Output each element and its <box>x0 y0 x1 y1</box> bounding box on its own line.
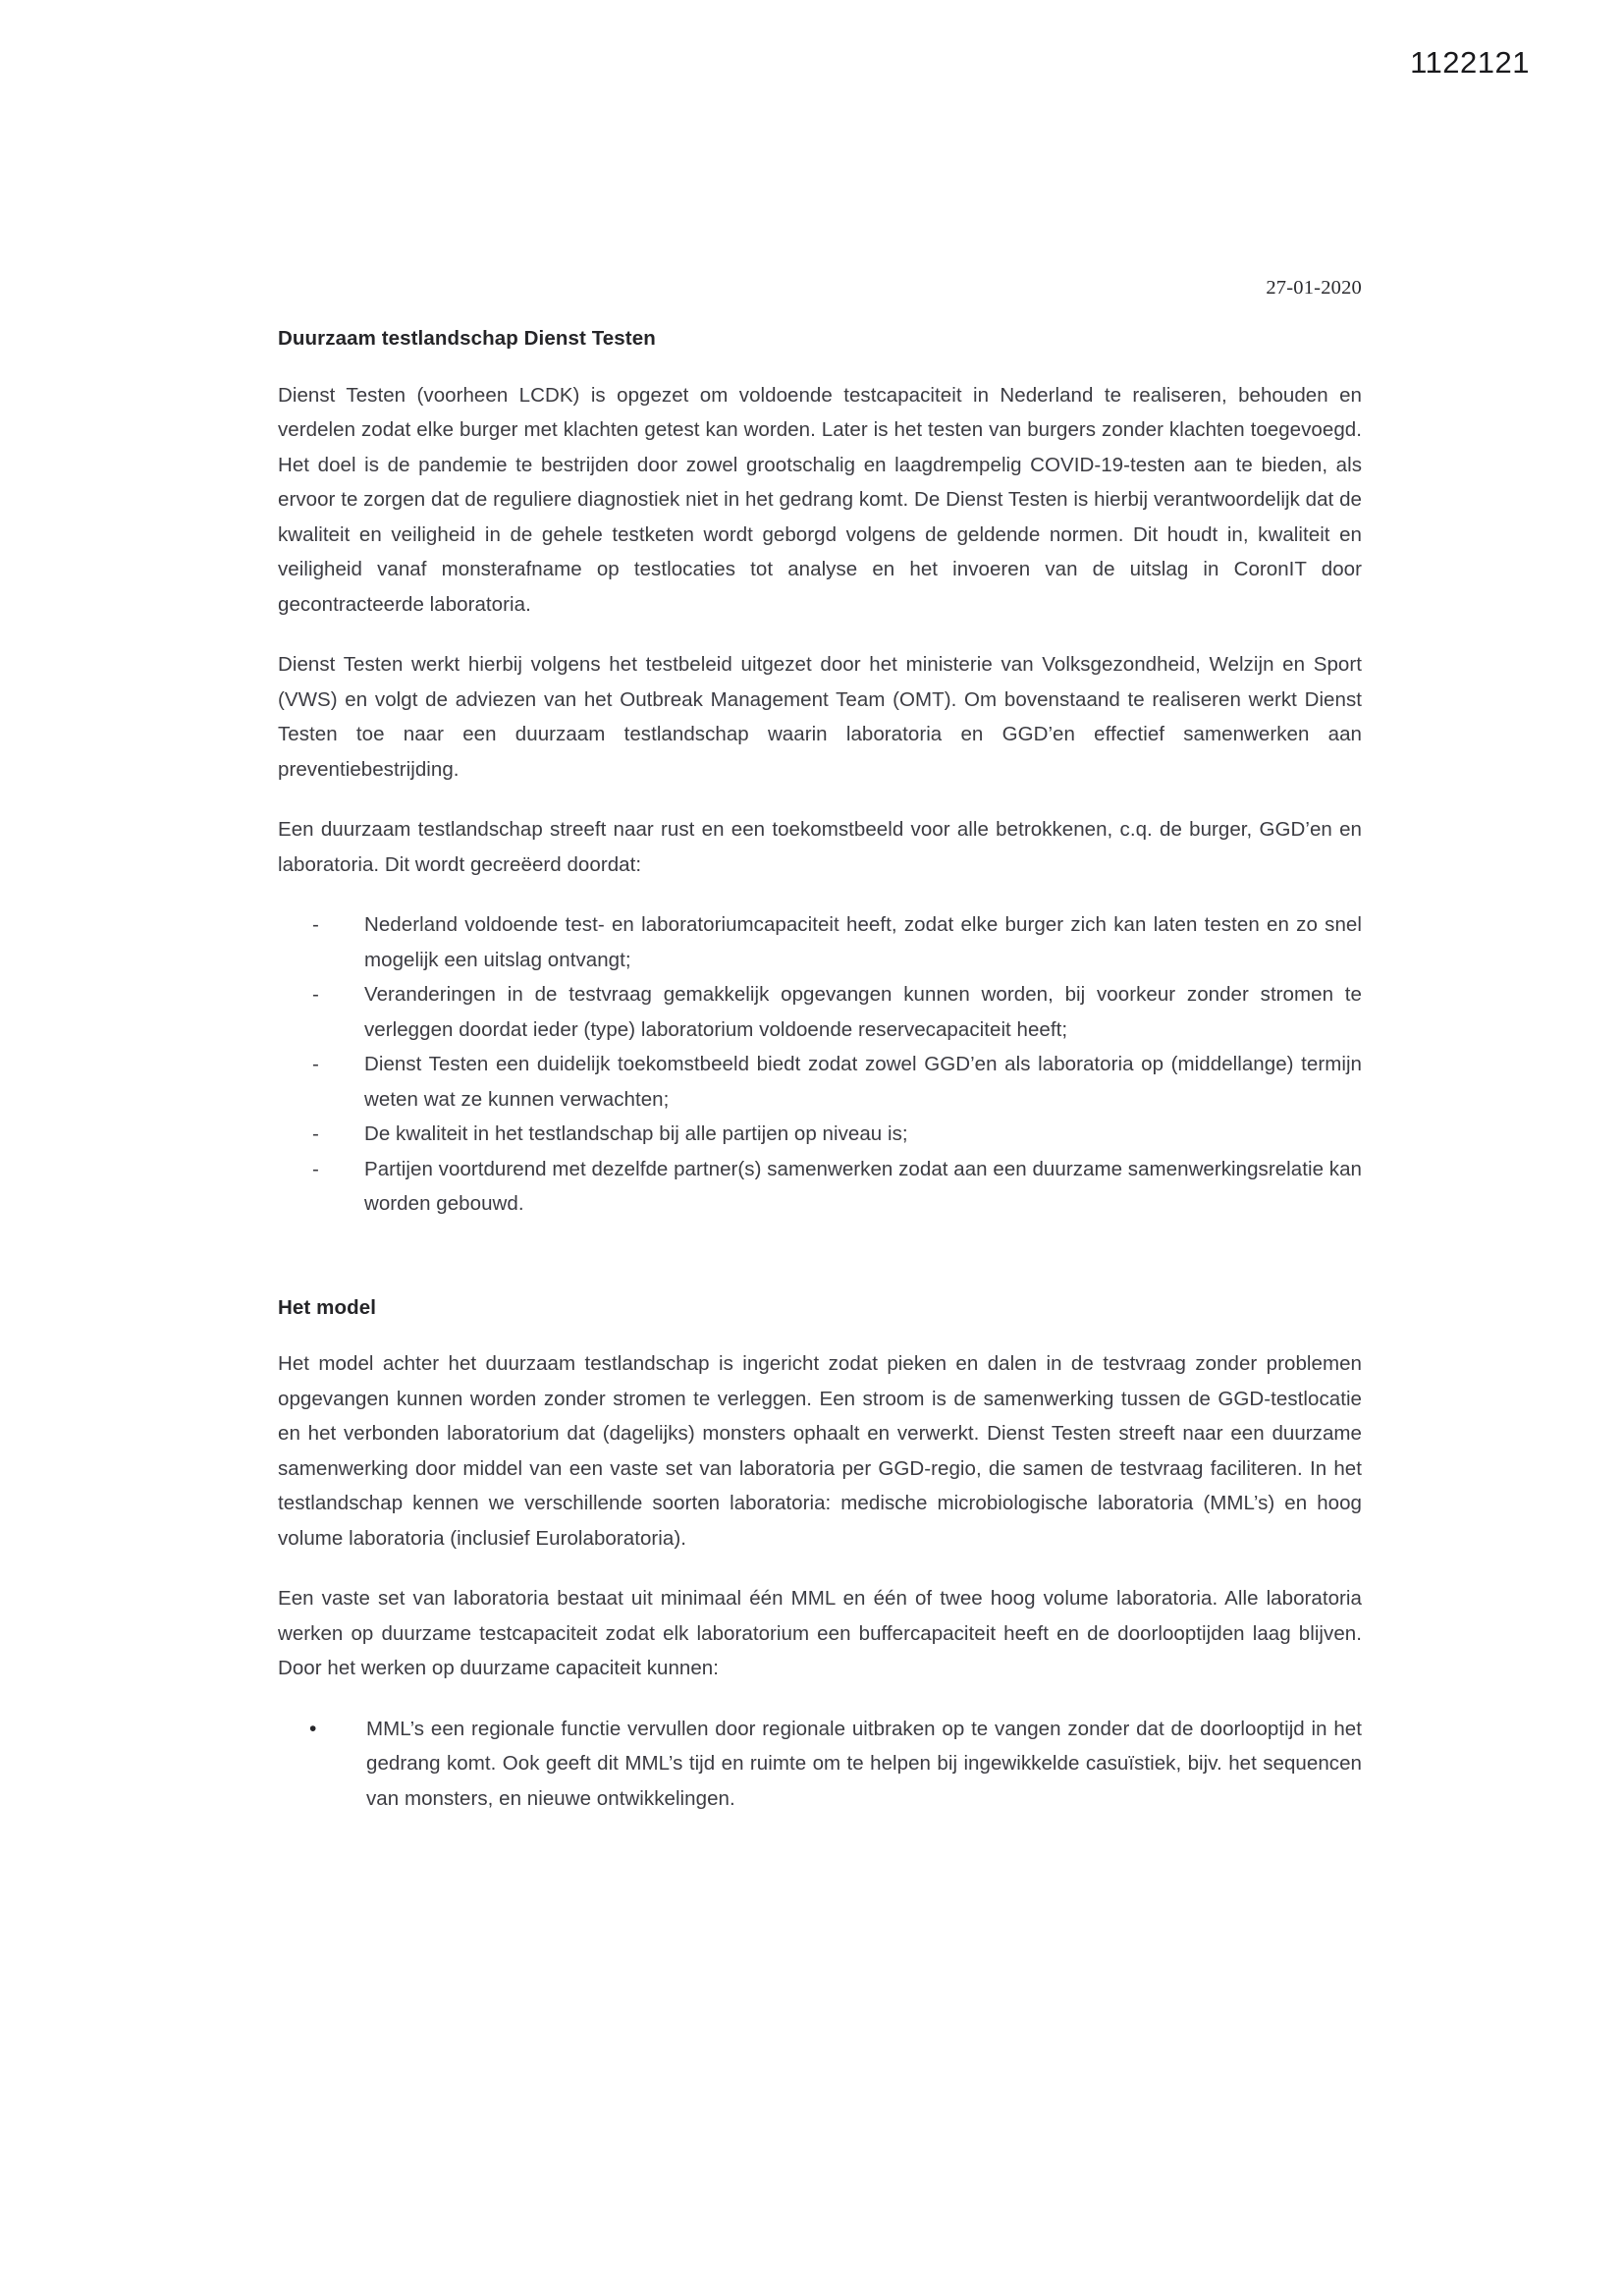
list-item: - Veranderingen in de testvraag gemakkelijk opgevangen kunnen worden, bij voorkeur zonder stromen te verleggen doordat ieder (type) laboratorium voldoende reservecapaciteit heeft; <box>278 977 1362 1047</box>
paragraph: Dienst Testen (voorheen LCDK) is opgezet om voldoende testcapaciteit in Nederland te realiseren, behouden en verdelen zodat elke burger met klachten getest kan worden. Later is het testen van burgers zonder klachten toegevoegd. Het doel is de pandemie te bestrijden door zowel grootschalig en laagdrempelig COVID-19-testen aan te bieden, als ervoor te zorgen dat de reguliere diagnostiek niet in het gedrang komt. De Dienst Testen is hierbij verantwoordelijk dat de kwaliteit en veiligheid in de gehele testketen wordt geborgd volgens de geldende normen. Dit houdt in, kwaliteit en veiligheid vanaf monsterafname op testlocaties tot analyse en het invoeren van de uitslag in CoronIT door gecontracteerde laboratoria. <box>278 383 1362 616</box>
paragraph: Het model achter het duurzaam testlandschap is ingericht zodat pieken en dalen in de testvraag zonder problemen opgevangen kunnen worden zonder stromen te verleggen. Een stroom is de samenwerking tussen de GGD-testlocatie en het verbonden laboratorium dat (dagelijks) monsters ophaalt en verwerkt. Dienst Testen streeft naar een duurzame samenwerking door middel van een vaste set van laboratoria per GGD-regio, die samen de testvraag faciliteren. In het testlandschap kennen we verschillende soorten laboratoria: medische microbiologische laboratoria (MML’s) en hoog volume laboratoria (inclusief Eurolaboratoria). <box>278 1352 1362 1550</box>
section-heading-het-model: Het model <box>278 1295 376 1319</box>
document-number-stamp: 1122121 <box>1410 45 1530 80</box>
document-content <box>278 277 1362 1816</box>
section-heading-duurzaam-testlandschap: Duurzaam testlandschap Dienst Testen <box>278 327 656 350</box>
paragraph: Dienst Testen werkt hierbij volgens het testbeleid uitgezet door het ministerie van Volksgezondheid, Welzijn en Sport (VWS) en volgt de adviezen van het Outbreak Management Team (OMT). Om bovenstaand te realiseren werkt Dienst Testen toe naar een duurzaam testlandschap waarin laboratoria en GGD’en effectief samenwerken aan preventiebestrijding. <box>278 653 1362 781</box>
list-item: - De kwaliteit in het testlandschap bij alle partijen op niveau is; <box>278 1117 1362 1152</box>
bullet-list <box>278 1712 1362 1817</box>
list-item: - Partijen voortdurend met dezelfde partner(s) samenwerken zodat aan een duurzame samenwerkingsrelatie kan worden gebouwd. <box>278 1152 1362 1222</box>
document-date: 27-01-2020 <box>1266 277 1362 299</box>
list-item: - Dienst Testen een duidelijk toekomstbeeld biedt zodat zowel GGD’en als laboratoria op (middellange) termijn weten wat ze kunnen verwachten; <box>278 1047 1362 1117</box>
paragraph: Een vaste set van laboratoria bestaat uit minimaal één MML en één of twee hoog volume laboratoria. Alle laboratoria werken op duurzame testcapaciteit zodat elk laboratorium een buffercapaciteit heeft en de doorlooptijden laag blijven. Door het werken op duurzame capaciteit kunnen: <box>278 1587 1362 1680</box>
paragraph: Een duurzaam testlandschap streeft naar rust en een toekomstbeeld voor alle betrokkenen, c.q. de burger, GGD’en en laboratoria. Dit wordt gecreëerd doordat: <box>278 818 1362 876</box>
list-item: - Nederland voldoende test- en laboratoriumcapaciteit heeft, zodat elke burger zich kan laten testen en zo snel mogelijk een uitslag ontvangt; <box>278 907 1362 977</box>
list-item: • MML’s een regionale functie vervullen door regionale uitbraken op te vangen zonder dat de doorlooptijd in het gedrang komt. Ook geeft dit MML’s tijd en ruimte om te helpen bij ingewikkelde casuïstiek, bijv. het sequencen van monsters, en nieuwe ontwikkelingen. <box>278 1712 1362 1817</box>
dash-list <box>278 907 1362 1222</box>
